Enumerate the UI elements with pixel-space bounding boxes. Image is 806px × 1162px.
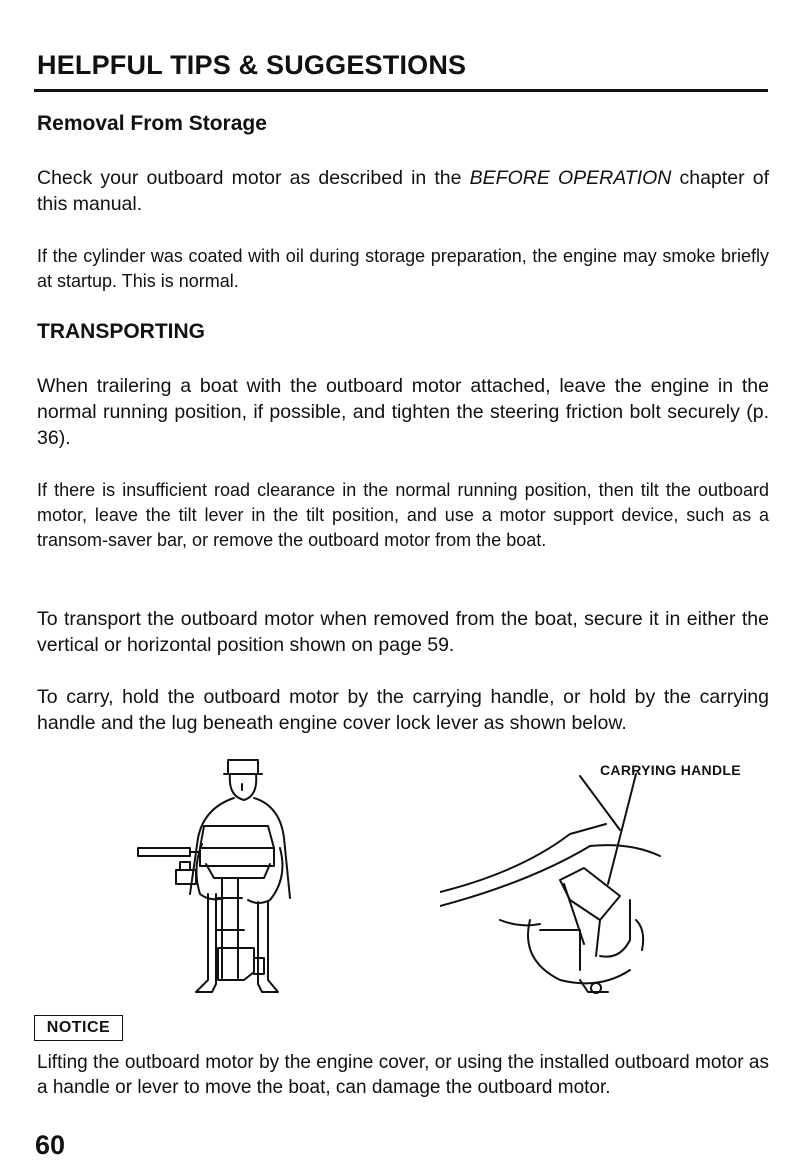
removal-paragraph-2: If the cylinder was coated with oil during storage preparation, the engine may smoke briefly at startup. This is normal. [37, 246, 769, 291]
section-heading-transporting: TRANSPORTING [37, 320, 205, 343]
transporting-paragraph-4: To carry, hold the outboard motor by the carrying handle, or hold by the carrying handle and the lug beneath engine cover lock lever as shown below. [37, 686, 769, 734]
notice-text: Lifting the outboard motor by the engine cover, or using the installed outboard motor as a handle or lever to move the boat, can damage the outboard motor. [37, 1052, 769, 1098]
before-operation-reference: BEFORE OPERATION [469, 167, 672, 189]
notice-label: NOTICE [34, 1015, 123, 1041]
transporting-paragraph-3: To transport the outboard motor when removed from the boat, secure it in either the vertical or horizontal position shown on page 59. [37, 608, 769, 656]
person-carrying-motor-illustration [130, 752, 305, 1007]
removal-paragraph-1-prefix: Check your outboard motor as described in the [37, 167, 462, 189]
transporting-paragraph-1: When trailering a boat with the outboard motor attached, leave the engine in the normal running position, if possible, and tighten the steering friction bolt securely (p. 36). [37, 375, 769, 449]
page-number: 60 [35, 1130, 66, 1160]
removal-paragraph-1-suffix: chapter of this manual. [37, 167, 769, 215]
transporting-paragraph-2: If there is insufficient road clearance in the normal running position, then tilt the outboard motor, leave the tilt lever in the tilt position, and use a motor support device, such as a transom-saver bar, or remove the outboard motor from the boat. [37, 480, 769, 550]
section-heading-removal: Removal From Storage [37, 112, 267, 135]
carrying-handle-callout: CARRYING HANDLE [600, 762, 741, 778]
removal-paragraph-1 [37, 165, 769, 217]
page-title: HELPFUL TIPS & SUGGESTIONS [37, 50, 467, 80]
title-divider [34, 89, 768, 92]
carrying-handle-detail-illustration [440, 770, 670, 1010]
